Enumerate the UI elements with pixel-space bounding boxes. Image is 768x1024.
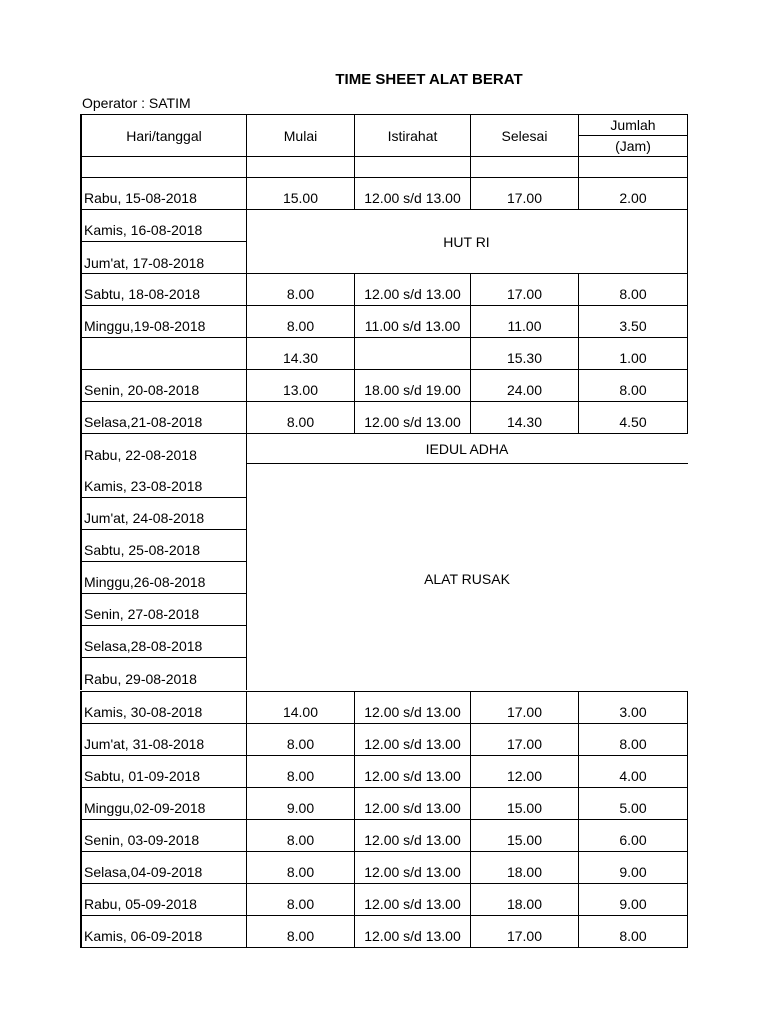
table-row bbox=[80, 724, 688, 756]
day-cell: Kamis, 30-08-2018 bbox=[80, 692, 246, 723]
header-istirahat: Istirahat bbox=[354, 115, 470, 156]
day-cell: Rabu, 15-08-2018 bbox=[80, 178, 246, 209]
istirahat-cell: 12.00 s/d 13.00 bbox=[354, 724, 470, 755]
mulai-cell: 8.00 bbox=[246, 402, 354, 433]
selesai-cell: 17.00 bbox=[470, 916, 578, 947]
day-cell: Rabu, 22-08-2018 bbox=[80, 434, 246, 466]
table-row bbox=[80, 274, 688, 306]
selesai-cell: 15.00 bbox=[470, 820, 578, 851]
day-cell: Rabu, 29-08-2018 bbox=[80, 658, 246, 690]
jumlah-cell: 8.00 bbox=[578, 370, 688, 401]
selesai-cell: 18.00 bbox=[470, 884, 578, 915]
selesai-cell: 14.30 bbox=[470, 402, 578, 433]
table-row bbox=[80, 884, 688, 916]
timesheet-table bbox=[80, 114, 688, 948]
istirahat-cell: 12.00 s/d 13.00 bbox=[354, 178, 470, 209]
mulai-cell: 15.00 bbox=[246, 178, 354, 209]
header-jam: (Jam) bbox=[615, 138, 651, 154]
mulai-cell: 14.30 bbox=[246, 338, 354, 369]
table-row bbox=[80, 788, 688, 820]
day-cell: Senin, 27-08-2018 bbox=[80, 594, 246, 626]
table-header bbox=[80, 114, 688, 157]
mulai-cell: 8.00 bbox=[246, 756, 354, 787]
alat-rusak-block bbox=[80, 466, 688, 692]
day-cell: Senin, 03-09-2018 bbox=[80, 820, 246, 851]
table-row bbox=[80, 916, 688, 948]
day-cell: Selasa,28-08-2018 bbox=[80, 626, 246, 658]
day-cell: Jum'at, 17-08-2018 bbox=[80, 242, 246, 274]
selesai-cell: 17.00 bbox=[470, 692, 578, 723]
istirahat-cell: 11.00 s/d 13.00 bbox=[354, 306, 470, 337]
selesai-cell: 17.00 bbox=[470, 274, 578, 305]
table-row bbox=[80, 370, 688, 402]
jumlah-cell: 4.50 bbox=[578, 402, 688, 433]
istirahat-cell: 12.00 s/d 13.00 bbox=[354, 402, 470, 433]
table-row bbox=[80, 756, 688, 788]
day-cell: Minggu,26-08-2018 bbox=[80, 562, 246, 594]
jumlah-cell: 8.00 bbox=[578, 916, 688, 947]
day-cell: Selasa,21-08-2018 bbox=[80, 402, 246, 433]
day-cell: Jum'at, 31-08-2018 bbox=[80, 724, 246, 755]
jumlah-cell: 3.50 bbox=[578, 306, 688, 337]
mulai-cell: 8.00 bbox=[246, 916, 354, 947]
selesai-cell: 15.30 bbox=[470, 338, 578, 369]
mulai-cell: 8.00 bbox=[246, 724, 354, 755]
istirahat-cell: 12.00 s/d 13.00 bbox=[354, 274, 470, 305]
hut-ri-label: HUT RI bbox=[246, 210, 688, 274]
istirahat-cell: 12.00 s/d 13.00 bbox=[354, 852, 470, 883]
day-cell: Minggu,02-09-2018 bbox=[80, 788, 246, 819]
jumlah-cell: 8.00 bbox=[578, 274, 688, 305]
mulai-cell: 8.00 bbox=[246, 852, 354, 883]
rows-group-a bbox=[80, 178, 688, 210]
istirahat-cell: 12.00 s/d 13.00 bbox=[354, 788, 470, 819]
day-cell: Kamis, 06-09-2018 bbox=[80, 916, 246, 947]
operator-label: Operator : SATIM bbox=[82, 95, 191, 111]
day-cell: Sabtu, 18-08-2018 bbox=[80, 274, 246, 305]
day-cell: Rabu, 05-09-2018 bbox=[80, 884, 246, 915]
blank-row bbox=[80, 157, 688, 178]
selesai-cell: 18.00 bbox=[470, 852, 578, 883]
selesai-cell: 17.00 bbox=[470, 178, 578, 209]
header-mulai: Mulai bbox=[246, 115, 354, 156]
mulai-cell: 8.00 bbox=[246, 306, 354, 337]
selesai-cell: 12.00 bbox=[470, 756, 578, 787]
jumlah-cell: 2.00 bbox=[578, 178, 688, 209]
table-row bbox=[80, 306, 688, 338]
mulai-cell: 14.00 bbox=[246, 692, 354, 723]
alat-rusak-label: ALAT RUSAK bbox=[424, 571, 510, 587]
iedul-adha-label: IEDUL ADHA bbox=[246, 434, 688, 464]
selesai-cell: 17.00 bbox=[470, 724, 578, 755]
table-row bbox=[80, 820, 688, 852]
mulai-cell: 8.00 bbox=[246, 274, 354, 305]
table-row bbox=[80, 178, 688, 210]
table-row bbox=[80, 852, 688, 884]
mulai-cell: 13.00 bbox=[246, 370, 354, 401]
rows-group-c bbox=[80, 692, 688, 948]
selesai-cell: 11.00 bbox=[470, 306, 578, 337]
day-cell: Selasa,04-09-2018 bbox=[80, 852, 246, 883]
mulai-cell: 9.00 bbox=[246, 788, 354, 819]
header-jumlah: Jumlah bbox=[579, 115, 687, 136]
jumlah-cell: 9.00 bbox=[578, 884, 688, 915]
hut-ri-block bbox=[80, 210, 688, 274]
selesai-cell: 24.00 bbox=[470, 370, 578, 401]
jumlah-cell: 1.00 bbox=[578, 338, 688, 369]
jumlah-cell: 4.00 bbox=[578, 756, 688, 787]
day-cell: Kamis, 23-08-2018 bbox=[80, 466, 246, 498]
day-cell: Sabtu, 25-08-2018 bbox=[80, 530, 246, 562]
day-cell: Minggu,19-08-2018 bbox=[80, 306, 246, 337]
header-jumlah-group bbox=[578, 115, 688, 156]
rows-group-b bbox=[80, 274, 688, 434]
jumlah-cell: 8.00 bbox=[578, 724, 688, 755]
istirahat-cell: 12.00 s/d 13.00 bbox=[354, 756, 470, 787]
istirahat-cell bbox=[354, 338, 470, 369]
mulai-cell: 8.00 bbox=[246, 820, 354, 851]
jumlah-cell: 3.00 bbox=[578, 692, 688, 723]
header-selesai: Selesai bbox=[470, 115, 578, 156]
day-cell: Senin, 20-08-2018 bbox=[80, 370, 246, 401]
day-cell: Kamis, 16-08-2018 bbox=[80, 210, 246, 242]
table-row bbox=[80, 338, 688, 370]
istirahat-cell: 12.00 s/d 13.00 bbox=[354, 820, 470, 851]
istirahat-cell: 12.00 s/d 13.00 bbox=[354, 916, 470, 947]
iedul-adha-block bbox=[80, 434, 688, 466]
istirahat-cell: 12.00 s/d 13.00 bbox=[354, 884, 470, 915]
day-cell: Sabtu, 01-09-2018 bbox=[80, 756, 246, 787]
jumlah-cell: 5.00 bbox=[578, 788, 688, 819]
day-cell: Jum'at, 24-08-2018 bbox=[80, 498, 246, 530]
table-row bbox=[80, 692, 688, 724]
jumlah-cell: 6.00 bbox=[578, 820, 688, 851]
jumlah-cell: 9.00 bbox=[578, 852, 688, 883]
istirahat-cell: 12.00 s/d 13.00 bbox=[354, 692, 470, 723]
header-day: Hari/tanggal bbox=[80, 115, 246, 156]
day-cell bbox=[80, 338, 246, 369]
document-title: TIME SHEET ALAT BERAT bbox=[335, 71, 523, 88]
table-row bbox=[80, 402, 688, 434]
selesai-cell: 15.00 bbox=[470, 788, 578, 819]
istirahat-cell: 18.00 s/d 19.00 bbox=[354, 370, 470, 401]
mulai-cell: 8.00 bbox=[246, 884, 354, 915]
